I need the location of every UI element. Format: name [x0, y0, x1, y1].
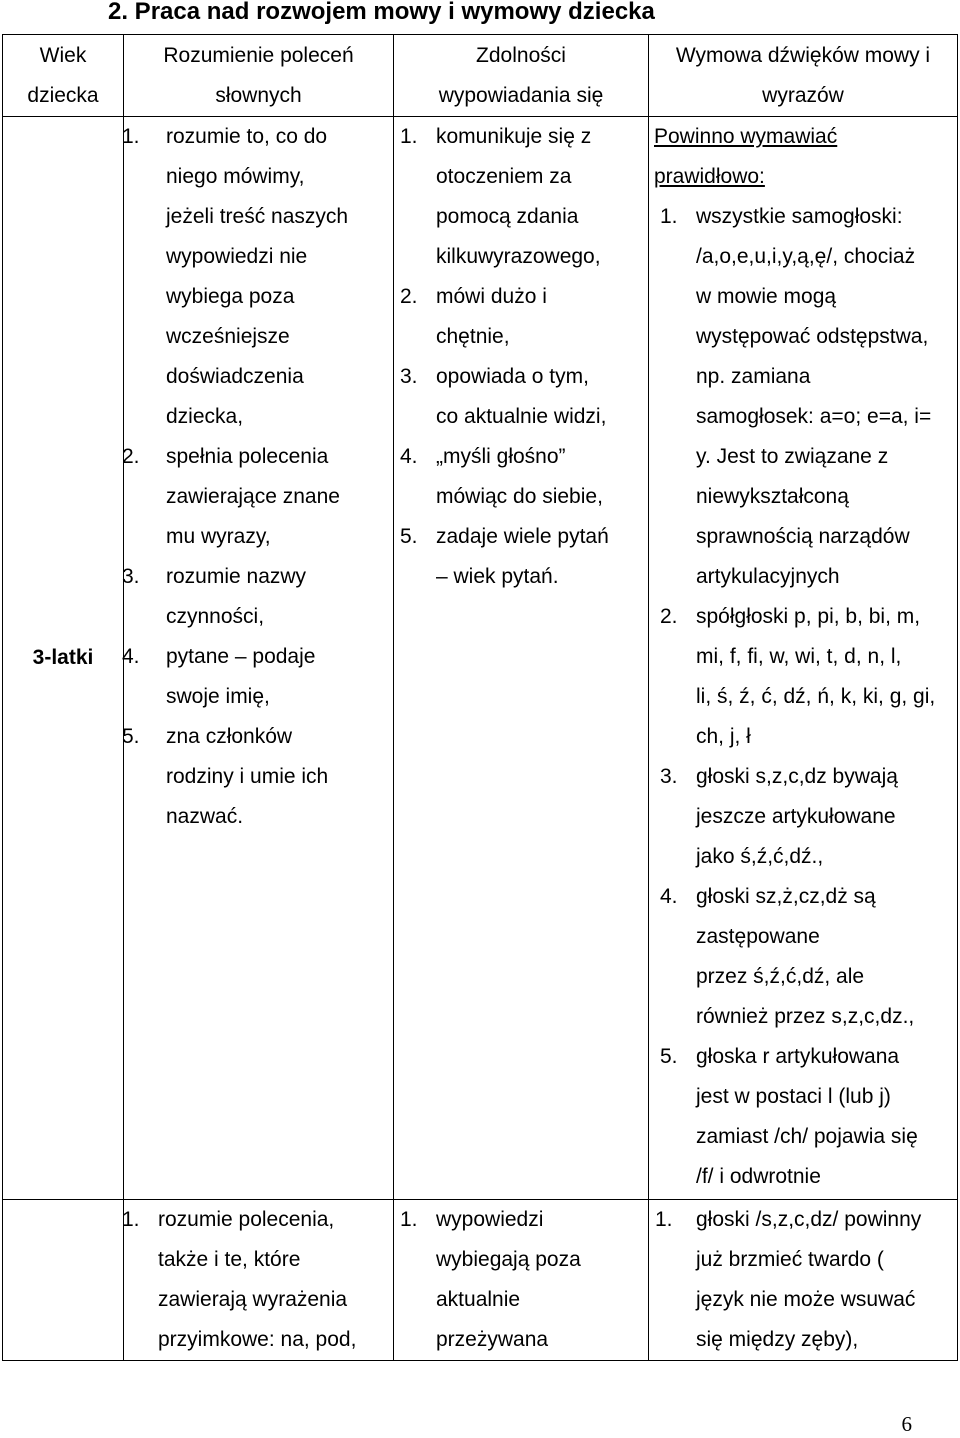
- list-item-number: 2.: [122, 445, 140, 468]
- pronunciation-intro-line: prawidłowo:: [654, 165, 765, 188]
- list-item: [394, 1200, 648, 1360]
- list-item-line: swoje imię,: [166, 685, 270, 708]
- list-item-line: mówiąc do siebie,: [436, 485, 603, 508]
- pronunciation-intro: [649, 117, 957, 197]
- list-item-line: się między zęby),: [696, 1328, 859, 1351]
- list-item-line: artykulacyjnych: [696, 565, 840, 588]
- speaking-cell-2: [394, 1200, 649, 1361]
- list-item: [124, 637, 393, 717]
- list-item-line: pomocą zdania: [436, 205, 579, 228]
- pronunciation-list: [649, 197, 957, 1197]
- age-cell: 3-latki: [3, 117, 124, 1200]
- list-item-line: wybiega poza: [166, 285, 295, 308]
- list-item-number: 2.: [660, 605, 678, 628]
- list-item-line: wcześniejsze: [166, 325, 290, 348]
- list-item-line: dziecka,: [166, 405, 244, 428]
- list-item-number: 5.: [400, 525, 418, 548]
- speech-development-table: [2, 34, 958, 1361]
- list-item-number: 4.: [122, 645, 140, 668]
- list-item-line: przez ś,ź,ć,dź, ale: [696, 965, 865, 988]
- list-item-line: niego mówimy,: [166, 165, 305, 188]
- list-item-number: 1.: [400, 1208, 418, 1231]
- list-item-number: 1.: [400, 125, 418, 148]
- speaking-cell: [394, 117, 649, 1200]
- header-pronunciation: Wymowa dźwięków mowy i wyrazów: [649, 35, 958, 117]
- list-item-number: 3.: [122, 565, 140, 588]
- list-item-line: kilkuwyrazowego,: [436, 245, 601, 268]
- list-item: [649, 877, 957, 1037]
- list-item-line: li, ś, ź, ć, dź, ń, k, ki, g, gi,: [696, 685, 936, 708]
- list-item-number: 4.: [660, 885, 678, 908]
- header-age: Wiek dziecka: [3, 35, 124, 117]
- list-item-line: w mowie mogą: [696, 285, 837, 308]
- list-item: [394, 277, 648, 357]
- list-item-line: nazwać.: [166, 805, 244, 828]
- list-item-line: opowiada o tym,: [436, 365, 589, 388]
- list-item: [124, 717, 393, 837]
- list-item-line: /a,o,e,u,i,y,ą,ę/, chociaż: [696, 245, 916, 268]
- list-item-line: wybiegają poza: [436, 1248, 581, 1271]
- list-item: [124, 1200, 393, 1360]
- list-item-line: głoski sz,ż,cz,dż są: [696, 885, 876, 908]
- list-item-line: mu wyrazy,: [166, 525, 271, 548]
- section-title: 2. Praca nad rozwojem mowy i wymowy dziecka: [108, 0, 655, 25]
- row-next-age: [3, 1200, 958, 1361]
- list-item-number: 4.: [400, 445, 418, 468]
- list-item-line: zamiast /ch/ pojawia się: [696, 1125, 918, 1148]
- list-item-number: 1.: [660, 205, 678, 228]
- list-item-line: spółgłoski p, pi, b, bi, m,: [696, 605, 921, 628]
- list-item-line: głoski /s,z,c,dz/ powinny: [696, 1208, 922, 1231]
- list-item-number: 1.: [122, 125, 140, 148]
- list-item-line: mi, f, fi, w, wi, t, d, n, l,: [696, 645, 902, 668]
- list-item: [649, 597, 957, 757]
- understanding-cell: [124, 117, 394, 1200]
- list-item: [124, 557, 393, 637]
- pronunciation-list-2: [649, 1200, 957, 1360]
- list-item-line: /f/ i odwrotnie: [696, 1165, 821, 1188]
- list-item-line: „myśli głośno”: [436, 445, 566, 468]
- list-item-line: jest w postaci l (lub j): [696, 1085, 891, 1108]
- row-3-latki: [3, 117, 958, 1200]
- pronunciation-cell: [649, 117, 958, 1200]
- list-item-line: sprawnością narządów: [696, 525, 910, 548]
- list-item-line: rodziny i umie ich: [166, 765, 329, 788]
- list-item-line: jako ś,ź,ć,dź.,: [696, 845, 824, 868]
- list-item: [649, 757, 957, 877]
- list-item-line: niewykształconą: [696, 485, 849, 508]
- list-item: [124, 117, 393, 437]
- list-item-line: jeszcze artykułowane: [696, 805, 896, 828]
- understanding-cell-2: [124, 1200, 394, 1361]
- list-item-line: chętnie,: [436, 325, 510, 348]
- list-item: [649, 1037, 957, 1197]
- header-understanding: Rozumienie poleceń słownych: [124, 35, 394, 117]
- list-item-number: 5.: [660, 1045, 678, 1068]
- list-item: [649, 1200, 957, 1360]
- list-item-number: 3.: [400, 365, 418, 388]
- list-item-line: rozumie nazwy: [166, 565, 307, 588]
- list-item-line: pytane – podaje: [166, 645, 316, 668]
- pronunciation-intro-line: Powinno wymawiać: [654, 125, 838, 148]
- list-item-line: y. Jest to związane z: [696, 445, 889, 468]
- list-item-line: mówi dużo i: [436, 285, 547, 308]
- list-item-line: wypowiedzi: [436, 1208, 544, 1231]
- list-item-line: zawierające znane: [166, 485, 340, 508]
- list-item-line: przyimkowe: na, pod,: [158, 1328, 357, 1351]
- list-item-number: 2.: [400, 285, 418, 308]
- list-item-line: zna członków: [166, 725, 293, 748]
- list-item: [394, 357, 648, 437]
- list-item-line: komunikuje się z: [436, 125, 592, 148]
- list-item-line: zawierają wyrażenia: [158, 1288, 348, 1311]
- list-item-line: głoski s,z,c,dz bywają: [696, 765, 898, 788]
- list-item-line: ch, j, ł: [696, 725, 751, 748]
- list-item-line: także i te, które: [158, 1248, 301, 1271]
- list-item-line: przeżywana: [436, 1328, 549, 1351]
- list-item-line: wypowiedzi nie: [166, 245, 308, 268]
- list-item-line: rozumie to, co do: [166, 125, 328, 148]
- list-item-line: doświadczenia: [166, 365, 304, 388]
- list-item-number: 3.: [660, 765, 678, 788]
- speaking-list: [394, 117, 648, 597]
- list-item-number: 1.: [655, 1208, 673, 1231]
- list-item-line: co aktualnie widzi,: [436, 405, 607, 428]
- age-cell-empty: [3, 1200, 124, 1361]
- list-item: [394, 117, 648, 277]
- list-item-line: np. zamiana: [696, 365, 811, 388]
- page-number: 6: [901, 1412, 912, 1436]
- list-item-line: zadaje wiele pytań: [436, 525, 609, 548]
- list-item-line: również przez s,z,c,dz.,: [696, 1005, 915, 1028]
- list-item-line: jeżeli treść naszych: [166, 205, 349, 228]
- understanding-list-2: [124, 1200, 393, 1360]
- list-item: [649, 197, 957, 597]
- list-item: [124, 437, 393, 557]
- list-item-line: występować odstępstwa,: [696, 325, 929, 348]
- list-item-line: już brzmieć twardo (: [696, 1248, 884, 1271]
- list-item-line: samogłosek: a=o; e=a, i=: [696, 405, 932, 428]
- header-row: [3, 35, 958, 117]
- list-item-number: 1.: [122, 1208, 140, 1231]
- list-item-line: zastępowane: [696, 925, 820, 948]
- speaking-list-2: [394, 1200, 648, 1360]
- list-item-line: otoczeniem za: [436, 165, 572, 188]
- header-speaking: Zdolności wypowiadania się: [394, 35, 649, 117]
- pronunciation-cell-2: [649, 1200, 958, 1361]
- list-item-line: język nie może wsuwać: [696, 1288, 916, 1311]
- list-item-line: rozumie polecenia,: [158, 1208, 335, 1231]
- list-item-line: spełnia polecenia: [166, 445, 329, 468]
- list-item-line: aktualnie: [436, 1288, 521, 1311]
- list-item-line: – wiek pytań.: [436, 565, 559, 588]
- list-item: [394, 517, 648, 597]
- understanding-list: [124, 117, 393, 837]
- list-item: [394, 437, 648, 517]
- list-item-line: głoska r artykułowana: [696, 1045, 900, 1068]
- list-item-line: czynności,: [166, 605, 265, 628]
- list-item-number: 5.: [122, 725, 140, 748]
- list-item-line: wszystkie samogłoski:: [696, 205, 903, 228]
